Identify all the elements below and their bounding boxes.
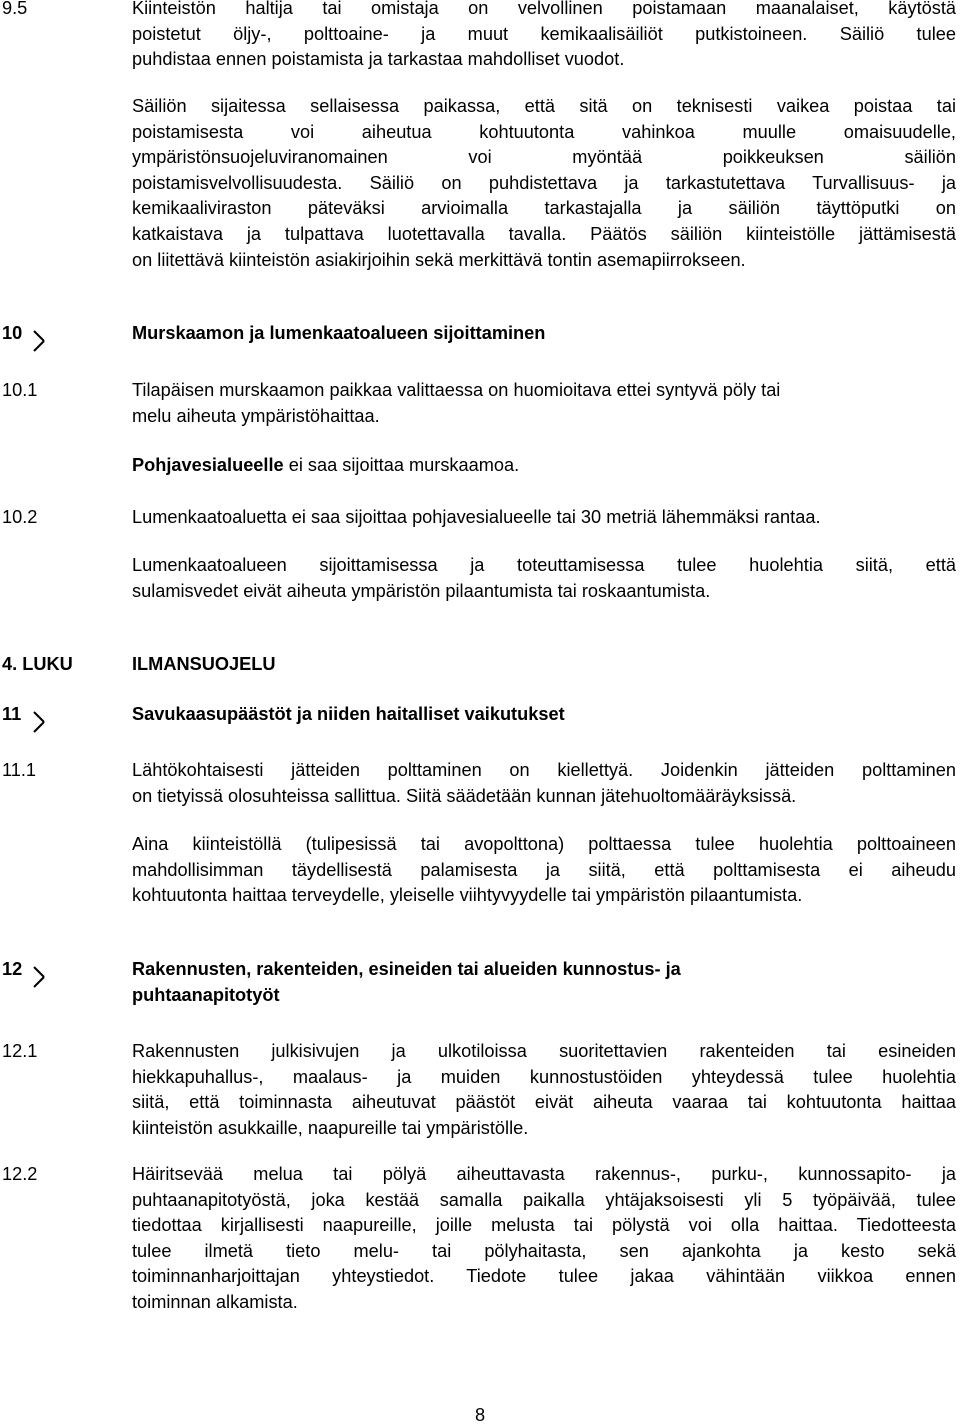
paragraph-text [132,758,956,809]
section-number: 10 [2,323,23,343]
paragraph-number: 12.1 [2,1041,38,1061]
text-line: Lähtökohtaisesti jätteiden polttaminen on kiellettyä. Joidenkin jätteiden polttaminen [132,760,956,780]
heading-underline-stroke [0,957,130,997]
text-line: mahdollisimman täydellisestä palamisesta ja siitä, että polttamisesta ei aiheudu [132,859,956,880]
section-number: 12 [2,959,23,979]
bold-term: Pohjavesialueelle [132,455,284,475]
text-line: tulee ilmetä tieto melu- tai pölyhaitasta, sen ajankohta ja kesto sekä [132,1240,956,1261]
text-line: siitä, että toiminnasta aiheutuvat päästöt eivät aiheuta vaaraa tai kohtuutonta haittaa [132,1092,956,1113]
title-line: puhtaanapitotyöt [132,984,280,1005]
paragraph-number: 10.2 [2,507,38,527]
text-line: puhdistaa ennen poistamista ja tarkastaa mahdolliset vuodot. [132,49,625,70]
text-line: toiminnanharjoittajan yhteystiedot. Tiedote tulee jakaa vähintään viikkoa ennen [132,1266,956,1287]
text-line: Kiinteistön haltija tai omistaja on velvollinen poistamaan maanalaiset, käytöstä [132,0,956,18]
paragraph-number: 10.1 [2,380,38,400]
paragraph-text [132,1039,956,1141]
text-line: kiinteistön asukkaille, naapureille tai ympäristölle. [132,1117,529,1138]
paragraph-text [132,553,956,604]
chapter-title: ILMANSUOJELU [132,654,276,674]
text-line: poistamisvelvollisuudesta. Säiliö on puhdistettava ja tarkastutettava Turvallisuus- ja [132,172,956,193]
paragraph-text [132,832,956,909]
paragraph-number: 9.5 [2,0,28,18]
paragraph-text [132,1162,956,1316]
paragraph-text [132,0,956,73]
text-line: Säiliön sijaitessa sellaisessa paikassa, että sitä on teknisesti vaikea poistaa tai [132,96,956,116]
section-title: Murskaamon ja lumenkaatoalueen sijoittaminen [132,323,546,343]
paragraph-text [132,505,956,531]
paragraph-number: 11.1 [2,760,37,780]
section-title: Savukaasupäästöt ja niiden haitalliset vaikutukset [132,704,565,724]
text-line: poistamisesta voi aiheutua kohtuutonta vahinkoa muulle omaisuudelle, [132,121,956,142]
text-line: ympäristönsuojeluviranomainen voi myöntää poikkeuksen säiliön [132,147,956,168]
page-number: 8 [474,1405,486,1425]
text-line: toiminnan alkamista. [132,1291,298,1312]
text-line: kemikaaliviraston päteväksi arvioimalla tarkastajalla ja säiliön täyttöputki on [132,198,956,219]
text-line: sulamisvedet eivät aiheuta ympäristön pilaantumista tai roskaantumista. [132,580,711,601]
text-line: Lumenkaatoaluetta ei saa sijoittaa pohjavesialueelle tai 30 metriä lähemmäksi rantaa. [132,507,821,527]
section-number: 11 [2,704,22,724]
text-line: on liitettävä kiinteistön asiakirjoihin sekä merkittävä tontin asemapiirrokseen. [132,249,746,270]
text-line: katkaistava ja tulpattava luotettavalla tavalla. Päätös säiliön kiinteistölle jättämisestä [132,223,956,244]
chapter-number: 4. LUKU [2,654,73,674]
paragraph-text [132,453,956,479]
heading-underline-stroke [0,702,130,742]
text-line: Aina kiinteistöllä (tulipesissä tai avopolttona) polttaessa tulee huolehtia polttoaineen [132,834,956,854]
text-line: hiekkapuhallus-, maalaus- ja muiden kunnostustöiden yhteydessä tulee huolehtia [132,1066,956,1087]
text-line: puhtaanapitotyöstä, joka kestää samalla paikalla yhtäjaksoisesti yli 5 työpäivää, tulee [132,1189,956,1210]
title-line: Rakennusten, rakenteiden, esineiden tai alueiden kunnostus- ja [132,959,681,979]
text-line: tiedottaa kirjallisesti naapureille, joille melusta tai pölystä voi olla haittaa. Tiedotteesta [132,1215,956,1236]
paragraph-number: 12.2 [2,1164,38,1184]
text-line: Häiritsevää melua tai pölyä aiheuttavasta rakennus-, purku-, kunnossapito- ja [132,1164,956,1184]
section-title [132,957,956,1008]
paragraph-text [132,378,956,429]
text-line: on tietyissä olosuhteissa sallittua. Siitä säädetään kunnan jätehuoltomääräyksissä. [132,785,797,806]
text-run: ei saa sijoittaa murskaamoa. [283,455,520,475]
text-line: kohtuutonta haittaa terveydelle, yleiselle viihtyvyydelle tai ympäristön pilaantumista. [132,885,803,906]
text-line: melu aiheuta ympäristöhaittaa. [132,405,380,426]
paragraph-text [132,94,956,273]
heading-underline-stroke [0,321,130,361]
text-line: poistetut öljy-, polttoaine- ja muut kemikaalisäiliöt putkistoineen. Säiliö tulee [132,23,956,44]
text-line: Rakennusten julkisivujen ja ulkotiloissa suoritettavien rakenteiden tai esineiden [132,1041,956,1061]
text-line: Tilapäisen murskaamon paikkaa valittaessa on huomioitava ettei syntyvä pöly tai [132,380,781,400]
text-line: Lumenkaatoalueen sijoittamisessa ja toteuttamisessa tulee huolehtia siitä, että [132,555,956,575]
